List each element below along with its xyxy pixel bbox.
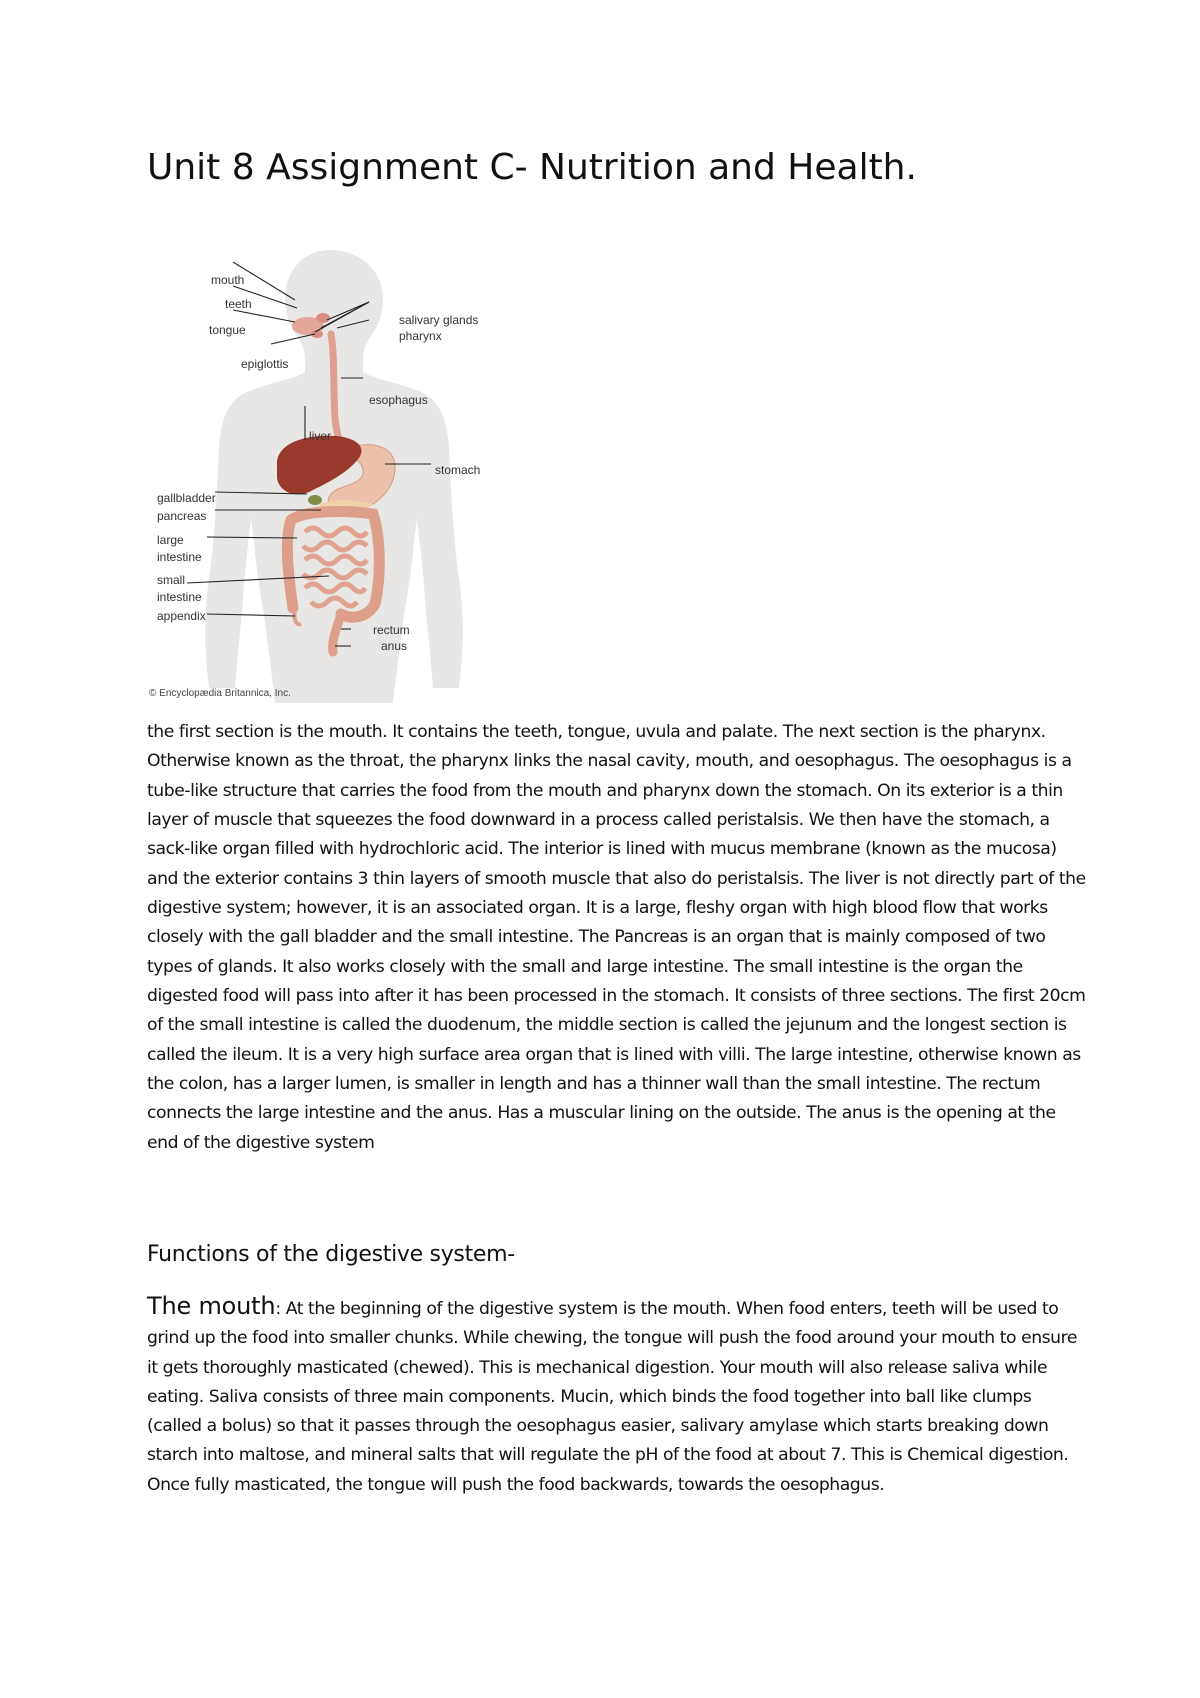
label-pharynx: pharynx — [399, 329, 442, 343]
gallbladder-organ — [308, 495, 322, 505]
label-appendix: appendix — [157, 609, 206, 623]
label-small: small — [157, 573, 186, 587]
label-large: large — [157, 533, 184, 547]
label-salivary-glands: salivary glands — [399, 313, 479, 327]
mouth-term: The mouth — [147, 1292, 276, 1320]
figure-credit: © Encyclopædia Britannica, Inc. — [149, 688, 291, 699]
label-epiglottis: epiglottis — [241, 357, 289, 371]
document-title: Unit 8 Assignment C- Nutrition and Health. — [147, 147, 917, 188]
digestive-system-diagram — [145, 248, 525, 703]
label-stomach: stomach — [435, 463, 481, 477]
functions-heading: Functions of the digestive system- — [147, 1242, 515, 1267]
intro-paragraph: the first section is the mouth. It contains the teeth, tongue, uvula and palate. The next section is the pharynx. Otherwise known as the throat, the pharynx links the nasal cavity, mouth, and oesophagus. The oesophagus is a tube-like structure that carries the food from the mouth and pharynx down the stomach. On its exterior is a thin layer of muscle that squeezes the food downward in a process called peristalsis. We then have the stomach, a sack-like organ filled with hydrochloric acid. The interior is lined with mucus membrane (known as the mucosa) and the exterior contains 3 thin layers of smooth muscle that also do peristalsis. The liver is not directly part of the digestive system; however, it is an associated organ. It is a large, fleshy organ with high blood flow that works closely with the gall bladder and the small intestine. The Pancreas is an organ that is mainly composed of two types of glands. It also works closely with the small and large intestine. The small intestine is the organ the digested food will pass into after it has been processed in the stomach. It consists of three sections. The first 20cm of the small intestine is called the duodenum, the middle section is called the jejunum and the longest section is called the ileum. It is a very high surface area organ that is lined with villi. The large intestine, otherwise known as the colon, has a larger lumen, is smaller in length and has a thinner wall than the small intestine. The rectum connects the large intestine and the anus. Has a muscular lining on the outside. The anus is the opening at the end of the digestive system — [147, 722, 1086, 1153]
label-mouth: mouth — [211, 273, 245, 287]
mouth-function-paragraph — [147, 1292, 1087, 1500]
mouth-function-text: : At the beginning of the digestive system is the mouth. When food enters, teeth will be used to grind up the food into smaller chunks. While chewing, the tongue will push the food around your mouth to ensure it gets thoroughly masticated (chewed). This is mechanical digestion. Your mouth will also release saliva while eating. Saliva consists of three main components. Mucin, which binds the food together into ball like clumps (called a bolus) so that it passes through the oesophagus easier, salivary amylase which starts breaking down starch into maltose, and mineral salts that will regulate the pH of the food at about 7. This is Chemical digestion. Once fully masticated, the tongue will push the food backwards, towards the oesophagus. — [147, 1299, 1077, 1495]
label-large-intestine: intestine — [157, 550, 202, 564]
label-esophagus: esophagus — [369, 393, 428, 407]
label-small-intestine: intestine — [157, 590, 202, 604]
label-anus: anus — [381, 639, 408, 653]
label-pancreas: pancreas — [157, 509, 207, 523]
label-liver: liver — [309, 429, 332, 443]
label-teeth: teeth — [225, 297, 252, 311]
label-tongue: tongue — [209, 323, 246, 337]
label-gallbladder: gallbladder — [157, 491, 216, 505]
label-rectum: rectum — [373, 623, 410, 637]
